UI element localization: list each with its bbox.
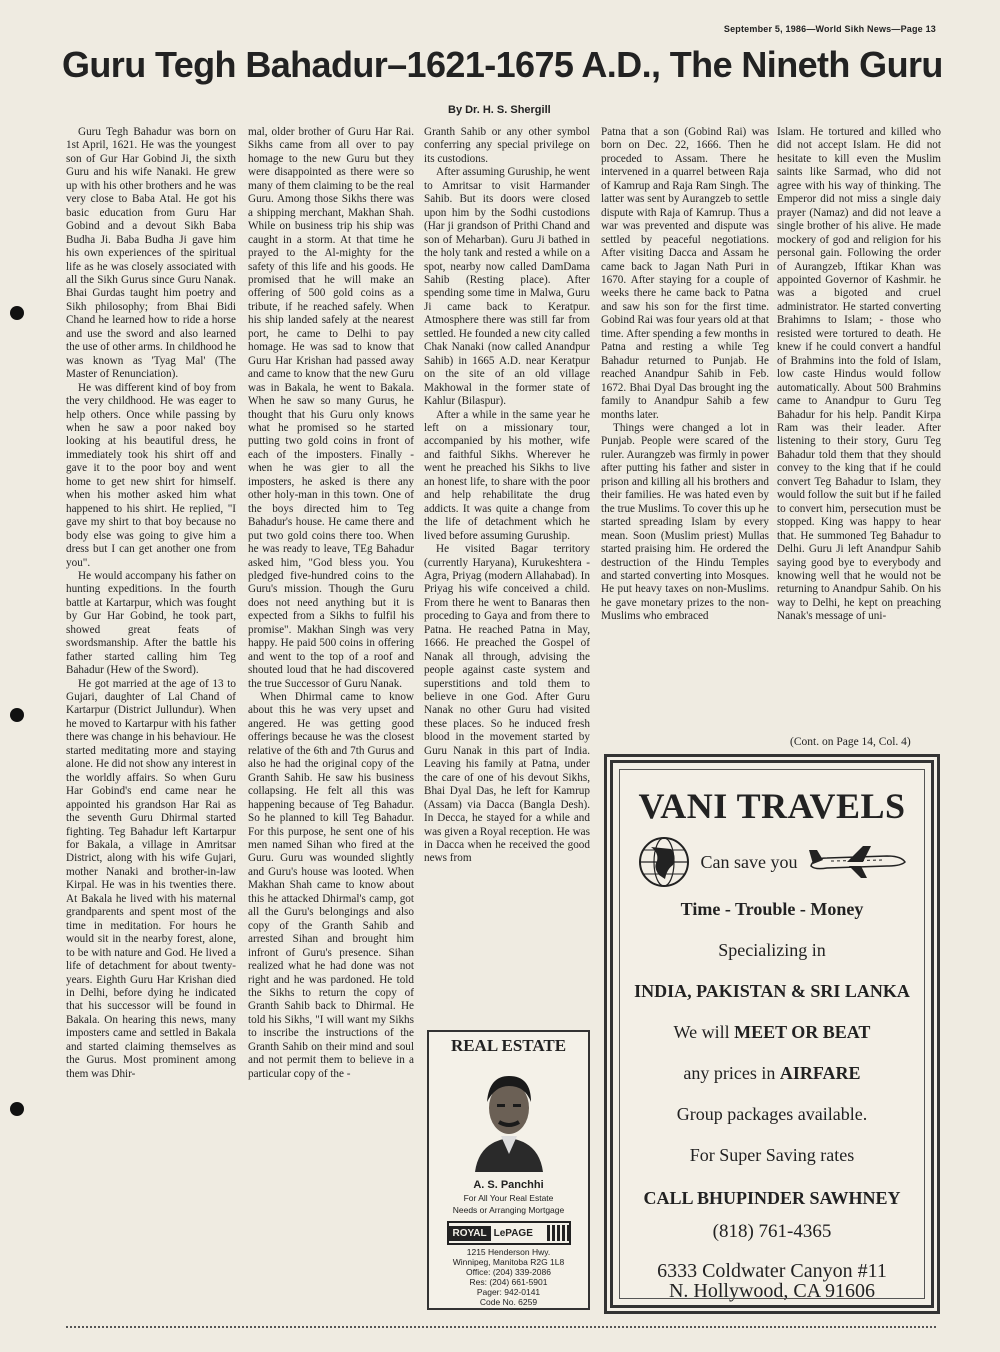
- travel-ad-specializing: Specializing in: [718, 940, 826, 960]
- travel-ad-super-saving: For Super Saving rates: [689, 1145, 855, 1165]
- binder-hole: [10, 1102, 24, 1116]
- article-column-1: [66, 126, 236, 1321]
- article-paragraph: He got married at the age of 13 to Gujari, daughter of Lal Chand of Kartarpur (District Jullundur). When he moved to Kartarpur with his father there was change in his behaviour. He started meditating more and staying alone. He did not show any interest in the worldly affairs. So when Guru Har Gobind's end came near he appointed his grandson Har Rai as the seventh Guru Dhirmal started fighting. Teg Bahadur left Kartarpur for Bakala, a village in Amritsar District, along with his wife Gujari, mother Nanaki and brother-in-law Kirpal. He was in his twenties there. At Bakala he lived with his maternal grandparents and spent most of the time in meditation. For hours he would sit in the nearby forest, alone, to be with nature and God. He lived a life of detachment for about twenty-years. Eighth Guru Har Krishan died in Delhi, before dying he indicated that his successor will be found in Bakala. On hearing this news, many imposters came and settled in Bakala and started claiming themselves as the Gurus. Most prominent among them was Dhir-: [66, 677, 236, 1080]
- article-paragraph: Guru Tegh Bahadur was born on 1st April, 1621. He was the youngest son of Gur Har Gobind Ji, the sixth Guru and his wife Nanaki. He grew up with his other brothers and he was very close to Baba Atal. He got his basic education from Guru Har Gobind and a devout Sikh Baba Budha Ji. Baba Budha Ji gave him his own experiences of the spiritual life as he was closely associated with all the Sikh Gurus since Guru Nanak. Bhai Gurdas taught him poetry and Sikh philosophy; from Bhai Bidi Chand he learned how to ride a horse and use the sword and also learned the use of other arms. In childhood he was known as 'Tyag Mal' (The Master of Renunciation).: [66, 126, 236, 381]
- agent-name: A. S. Panchhi: [473, 1179, 544, 1191]
- travel-ad-prices-bold: AIRFARE: [779, 1063, 861, 1083]
- real-estate-title: REAL ESTATE: [450, 1036, 567, 1055]
- article-paragraph: He was different kind of boy from the very childhood. He was eager to help others. Once while passing by when he saw a poor naked boy looking at his beautiful dress, he immediately took his shirt off and gave it to the poor boy and went home to get new shirt for himself. when his mother asked him what happened to his shirt. He replied, "I gave my shirt to that boy because no body else was going to give him a dress but I can get another one from you".: [66, 381, 236, 569]
- article-column-3: [424, 126, 590, 1026]
- article-paragraph: Granth Sahib or any other symbol conferring any special privilege on its custodions.: [424, 126, 590, 165]
- byline: By Dr. H. S. Shergill: [448, 104, 551, 116]
- headline: Guru Tegh Bahadur–1621-1675 A.D., The Nineth Guru: [62, 44, 943, 85]
- article-paragraph: After assuming Guruship, he went to Amritsar to visit Harmander Sahib. But its doors were closed upon him by the Sodhi custodions (Har ji grandson of Prithi Chand and son of Meharban). Guru Ji bathed in the holy tank and rested a while on a spot, nearby now called DamDama Sahib (Resting place). After spending some time in Malwa, Guru Ji came back to Keratpur. Atmosphere there was still far from settled. He founded a new city called Chak Nanaki (now called Anandpur Sahib) in 1665 A.D. near Keratpur on the site of an old village Makhowal in the former state of Kahlur (Bilaspur).: [424, 166, 590, 408]
- travel-ad-countries: INDIA, PAKISTAN & SRI LANKA: [634, 981, 910, 1001]
- travel-ad-phone: (818) 761-4365: [712, 1221, 832, 1242]
- agent-address: Winnipeg, Manitoba R2G 1L8: [452, 1257, 565, 1267]
- agent-address: 1215 Henderson Hwy.: [466, 1247, 551, 1257]
- article-paragraph: Things were changed a lot in Punjab. People were scared of the ruler. Aurangzeb was firmly in power after putting his father and sister in prison and killing all his brothers and their families. He was hated even by the true Muslims. To cover this up he started spreading Islam by every mean. Soon (Muslim priest) Mullas started praising him. He ordered the destruction of the Hindu Temples and started converting into Mosques. He put heavy taxes on non-Muslims. he gave monetary prizes to the non-Muslims who embraced: [601, 421, 769, 623]
- travel-ad-meet-pre: We will: [673, 1022, 730, 1042]
- agent-code: Code No. 6259: [479, 1297, 538, 1307]
- binder-hole: [10, 306, 24, 320]
- article-paragraph: He visited Bagar territory (currently Haryana), Kurukeshtera - Agra, Priyag (modern Allahabad). In Priyag his wife conceived a child. From there he went to Banaras then proceding to Gaya and from there to Patna. He reached Patna in May, 1666. He preached the Gospel of Nanak all through, advising the people against caste system and superstitions and told them to believe in one God. After Guru Nanak no other Guru had visited these places. So he induced fresh blood in the movement started by Guru Nanak in this part of India. Leaving his family at Patna, under the care of one of his devout Sikhs, Bhai Dyal Das, he left for Kamrup (Assam) via Dacca (Bangla Desh). In Decca, he stayed for a while and was given a Royal reception. He was in Dacca when he received the good news from: [424, 543, 590, 865]
- travel-ad-address: N. Hollywood, CA 91606: [668, 1280, 876, 1302]
- travel-ad-meet-bold: MEET OR BEAT: [734, 1022, 871, 1042]
- travel-ad-title: VANI TRAVELS: [638, 786, 906, 826]
- travel-ad-prices-pre: any prices in: [683, 1063, 776, 1083]
- article-paragraph: After a while in the same year he left on a missionary tour, accompanied by his mother, wife and faithful Sikhs. Wherever he went he preached his Sikhs to live an honest life, to share with the poor and help rehabilitate the drug addicts. It was quite a change from the life of detachment which he lived before assuming Guruship.: [424, 408, 590, 542]
- bottom-divider: [66, 1326, 936, 1330]
- binder-hole: [10, 708, 24, 722]
- article-paragraph: Islam. He tortured and killed who did not accept Islam. He did not hesitate to kill even the Muslim saints like Sarmad, who did not agree with his way of thinking. The Emperor did not miss a single daiy prayer (Namaz) and did not leave a single brother of his alive. He made mockery of god and religion for his personal gain. Following the order of Aurangzeb, Iftikar Khan was appointed Governor of Kashmir. he was a bigoted and cruel administrator. He started converting Brahimns to Islam; - those who resisted were tortured to death. He knew if he could convert a handful of Brahmins into the fold of Islam, low caste Hindus would follow automatically. About 500 Brahmins came to Anandpur to Guru Teg Bahadur for his help. Pandit Kirpa Ram was their leader. After listening to their story, Guru Teg Bahadur told them that they should convey to the king that if he could convert Teg Bahadur to Islam, they would follow the suit but if he failed to convert him, persecution must be stopped. King was happy to hear that. He summoned Teg Bahadur to Delhi. Guru Ji left Anandpur Sahib saying good bye to everybody and knowing well that he would not be returning to Anandpur Sahib. On his way to Delhi, he kept on preaching Nanak's message of uni-: [777, 126, 941, 623]
- agent-pager: Pager: 942-0141: [476, 1287, 541, 1297]
- article-paragraph: mal, older brother of Guru Har Rai. Sikhs came from all over to pay homage to the new Guru but they were disappointed as there were so many of them claiming to be the real Guru. Among those Sikhs there was a shipping merchant, Makhan Shah. While on business trip his ship was caught in a storm. At that time he prayed to the Al-mighty for the safety of this life and his goods. He promised that he will make an offering of 500 gold coins as a tribute, if he reached safely. When his ship landed safely at the nearest port, he came to Delhi to pay homage. He was sad to know that Guru Har Krishan had passed away and came to know that the new Guru was in Bakala, he went to Bakala. When he saw so many Gurus, he thought that his Guru only knows what he promised so he started putting two gold coins in front of each of the imposters. Finally - when he was gier to all the imposters, he asked is there any other holy-man in this town. One of the boys directed him to Teg Bahadur's house. He came there and put two gold coins there too. When he was ready to leave, TEg Bahadur asked him, "God bless you. You pledged five-hundred coins to the Guru's mission. Though the Guru does not need anything but it is expected from a Sikhs to fulfil his promise". Makhan Singh was very happy. He paid 500 coins in offering and went to the top of a roof and shouted loud that he had discovered the true Successor of Guru Nanak.: [248, 126, 414, 690]
- article-paragraph: Patna that a son (Gobind Rai) was born on Dec. 22, 1666. Then he proceded to Assam. There he intervened in a quarrel between Raja of Kamrup and Raja Ram Singh. The latter was sent by Aurangzeb to settle dispute with Raja of Kamrup. Thus a war was prevented and dispute was settled by peaceful negotiations. After visiting Dacca and Assam he came back to Jagan Nath Puri in 1670. After staying for a couple of weeks there he came back to Patna and saw his son for the first time. Gobind Rai was four years old at that time. After spending a few months in Patna and resting a while Teg Bahadur returned to Punjab. He reached Anandpur Sahib in Feb. 1672. Bhai Dyal Das brought ing the family to Anandpur Sahib a few months later.: [601, 126, 769, 421]
- vani-travels-ad: [604, 754, 940, 1314]
- logo-stripes-icon: [547, 1225, 569, 1241]
- article-column-2: [248, 126, 414, 1321]
- page-header: September 5, 1986—World Sikh News—Page 13: [723, 24, 936, 34]
- article-column-5: [777, 126, 941, 738]
- agent-portrait-photo: [461, 1062, 557, 1172]
- ad-inner-border: [619, 769, 925, 1299]
- travel-ad-call: CALL BHUPINDER SAWHNEY: [643, 1188, 901, 1208]
- agent-office-phone: Office: (204) 339-2086: [466, 1267, 551, 1277]
- logo-lepage-text: LePAGE: [493, 1227, 533, 1239]
- continued-note: (Cont. on Page 14, Col. 4): [790, 736, 911, 748]
- real-estate-ad: [427, 1030, 590, 1310]
- travel-ad-packages: Group packages available.: [676, 1104, 868, 1124]
- royal-lepage-logo: [447, 1221, 571, 1245]
- agent-tagline: For All Your Real Estate: [463, 1193, 554, 1203]
- article-column-4: [601, 126, 769, 750]
- travel-ad-benefits: Time - Trouble - Money: [680, 899, 864, 919]
- travel-ad-address: 6333 Coldwater Canyon #11: [657, 1260, 887, 1282]
- agent-tagline: Needs or Arranging Mortgage: [452, 1205, 565, 1215]
- article-paragraph: He would accompany his father on hunting expeditions. In the fourth battle at Kartarpur, which was fought by Gur Har Gobind, he took part, showed great feats of swordsmanship. After the battle his father started calling him Teg Bahadur (Hew of the Sword).: [66, 569, 236, 677]
- agent-res-phone: Res: (204) 661-5901: [469, 1277, 548, 1287]
- logo-royal-text: ROYAL: [449, 1226, 491, 1241]
- travel-ad-save-text: Can save you: [700, 851, 798, 872]
- article-paragraph: When Dhirmal came to know about this he was very upset and angered. He was getting good offerings because he was the closest relative of the 6th and 7th Gurus and also he had the original copy of the Granth Sahib. He saw his business collapsing. He felt all this was happening because of Teg Bahadur. So he planned to kill Teg Bahadur. For this purpose, he sent one of his men named Sihan who fired at the Guru. Guru was wounded slightly and Guru's house was looted. When Makhan Shah came to know about this he attacked Dhirmal's camp, got all the Guru's belongings and also copy of the Granth Sahib and arrested Sihan and brought him infront of Guru's presence. Sihan realized what he had done was not right and he was pardoned. He told the Sikhs to return the copy of Granth Sahib back to Dhirmal. He told his Sikhs, "I will want my Sikhs to inscribe the instructions of the Granth Sahib on their mind and soul and not permit them to believe in a particular copy of the -: [248, 691, 414, 1080]
